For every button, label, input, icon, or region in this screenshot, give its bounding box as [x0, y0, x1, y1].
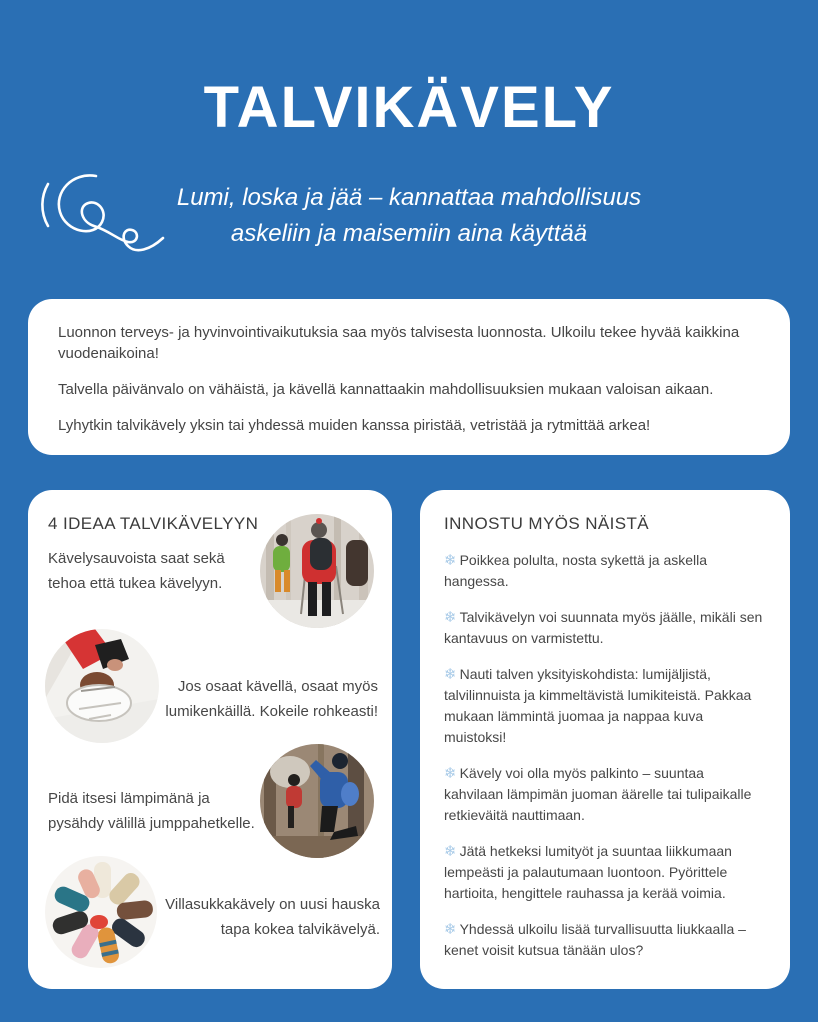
intro-paragraph: Talvella päivänvalo on vähäistä, ja kävellä kannattaakin mahdollisuuksien mukaan valoisan aikaan. — [58, 381, 714, 398]
bullet-item — [444, 550, 766, 592]
intro-card — [28, 299, 790, 455]
bullet-item — [444, 919, 766, 961]
idea-text-line: pysähdy välillä jumppahetkelle. — [48, 815, 255, 832]
subtitle — [0, 180, 818, 252]
bullet-item — [444, 664, 766, 748]
bullet-item — [444, 763, 766, 826]
bullet-item — [444, 841, 766, 904]
bullet-item — [444, 607, 766, 649]
snowflake-icon: ❄ — [444, 920, 457, 938]
snowflake-icon: ❄ — [444, 608, 457, 626]
snowflake-icon: ❄ — [444, 764, 457, 782]
bullet-text: Jätä hetkeksi lumityöt ja suuntaa liikkumaan lempeästi ja palautumaan luontoon. Pyörittele hartioita, hengittele rauhassa ja kerää voimia. — [444, 843, 732, 901]
idea-text-line: tehoa että tukea kävelyyn. — [48, 575, 223, 592]
intro-paragraph: Luonnon terveys- ja hyvinvointivaikutuksia saa myös talvisesta luonnosta. Ulkoilu tekee hyvää kaikkina vuodenaikoina! — [58, 324, 740, 362]
idea-text — [48, 786, 270, 836]
ideas-card — [28, 490, 392, 989]
idea-text — [48, 546, 253, 596]
page-title: TALVIKÄVELY — [203, 75, 615, 140]
snowflake-icon: ❄ — [444, 551, 457, 569]
idea-text-line: Jos osaat kävellä, osaat myös — [177, 678, 378, 695]
idea-text — [140, 674, 378, 724]
idea-text-line: Villasukkakävely on uusi hauska — [165, 896, 380, 913]
bullet-text: Nauti talven yksityiskohdista: lumijäljistä, talvilinnuista ja kimmeltävistä lumikiteistä. Pakkaa mukaan lämmintä juomaa ja nappaa kuva muistoksi! — [444, 666, 752, 745]
snowflake-icon: ❄ — [444, 842, 457, 860]
snowflake-icon: ❄ — [444, 665, 457, 683]
inspire-heading: INNOSTU MYÖS NÄISTÄ — [444, 514, 650, 533]
inspire-card — [420, 490, 790, 989]
idea-text-line: Pidä itsesi lämpimänä ja — [48, 790, 210, 807]
subtitle-line-1: Lumi, loska ja jää – kannattaa mahdollisuus — [176, 184, 642, 211]
idea-text-line: lumikenkäillä. Kokeile rohkeasti! — [165, 703, 378, 720]
subtitle-line-2: askeliin ja maisemiin aina käyttää — [230, 220, 588, 247]
photo-forest-exercise-image — [260, 744, 374, 858]
idea-text-line: Kävelysauvoista saat sekä — [48, 550, 225, 567]
idea-text-line: tapa kokea talvikävelyä. — [220, 921, 380, 938]
bullet-text: Yhdessä ulkoilu lisää turvallisuutta liukkaalla – kenet voisit kutsua tänään ulos? — [444, 921, 746, 958]
photo-walkers-with-poles-image — [260, 514, 374, 628]
ideas-heading: 4 IDEAA TALVIKÄVELYYN — [48, 514, 259, 533]
idea-text — [140, 892, 380, 942]
bullet-text: Talvikävelyn voi suunnata myös jäälle, mikäli sen kantavuus on varmistettu. — [444, 609, 763, 646]
bullet-text: Poikkea polulta, nosta sykettä ja askella hangessa. — [444, 552, 708, 589]
bullet-text: Kävely voi olla myös palkinto – suuntaa kahvilaan lämpimän juoman äärelle tai tulipaikalle retkieväitä nauttimaan. — [444, 765, 752, 823]
intro-paragraph: Lyhytkin talvikävely yksin tai yhdessä muiden kanssa piristää, vetristää ja rytmittää arkea! — [58, 417, 651, 434]
